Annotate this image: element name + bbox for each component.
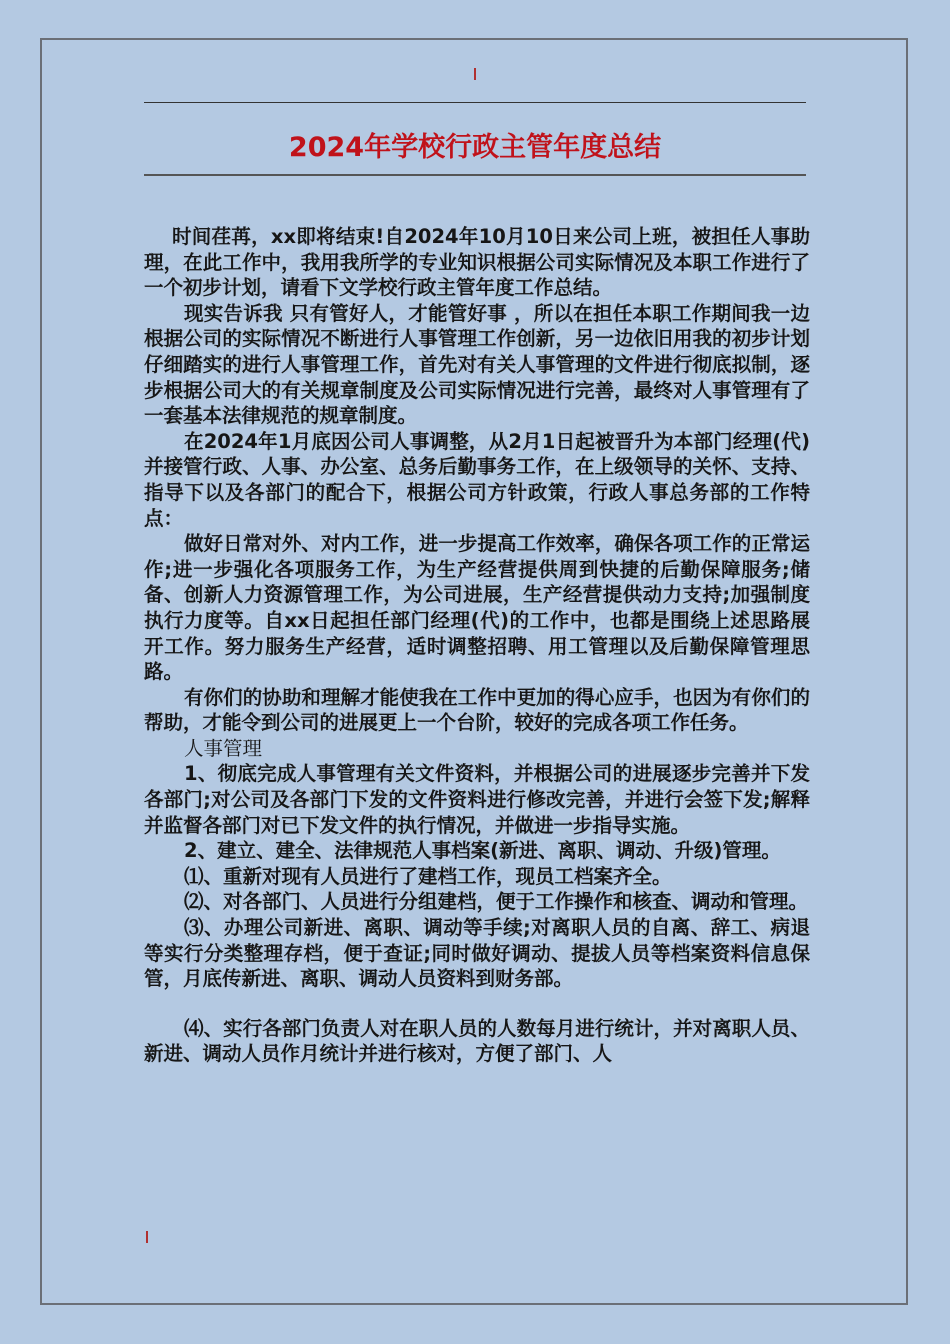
sub-item-4: ⑷、实行各部门负责人对在职人员的人数每月进行统计，并对离职人员、新进、调动人员作月统计并进行核对，方便了部门、人 [144,1016,810,1066]
list-item-2: 2、建立、建全、法律规范人事档案(新进、离职、调动、升级)管理。 [184,839,781,863]
paragraph-work-focus: 做好日常对外、对内工作，进一步提高工作效率，确保各项工作的正常运作;进一步强化各项服务工作，为生产经营提供周到快捷的后勤保障服务;储备、创新人力资源管理工作，为公司进展，生产经营提供动力支持;加强制度执行力度等。自xx日起担任部门经理(代)的工作中，也都是围绕上述思路展开工作。努力服务生产经营，适时调整招聘、用工管理以及后勤保障管理思路。 [144,532,810,684]
paragraph-intro: 时间荏苒，xx即将结束!自2024年10月10日来公司上班，被担任人事助理，在此工作中，我用我所学的专业知识根据公司实际情况及本职工作进行了一个初步计划，请看下文学校行政主管年度工作总结。 [144,225,810,300]
footer-cursor-mark [146,1231,148,1243]
sub-item-2: ⑵、对各部门、人员进行分组建档，便于工作操作和核查、调动和管理。 [184,890,809,914]
paragraph-promotion: 在2024年1月底因公司人事调整，从2月1日起被晋升为本部门经理(代)并接管行政、人事、办公室、总务后勤事务工作，在上级领导的关怀、支持、指导下以及各部门的配合下，根据公司方针政策，行政人事总务部的工作特点： [144,429,810,530]
title-underline [144,174,806,176]
document-body [144,224,810,1067]
section-heading-hr: 人事管理 [184,736,263,760]
list-item-1: 1、彻底完成人事管理有关文件资料，并根据公司的进展逐步完善并下发各部门;对公司及各部门下发的文件资料进行修改完善，并进行会签下发;解释并监督各部门对已下发文件的执行情况，并做进一步指导实施。 [144,762,810,837]
sub-item-3: ⑶、办理公司新进、离职、调动等手续;对离职人员的自离、辞工、病退等实行分类整理存档，便于查证;同时做好调动、提拔人员等档案资料信息保管，月底传新进、离职、调动人员资料到财务部。 [144,916,810,991]
header-cursor-mark [474,68,476,80]
sub-item-1: ⑴、重新对现有人员进行了建档工作，现员工档案齐全。 [184,864,672,888]
paragraph-thanks: 有你们的协助和理解才能使我在工作中更加的得心应手，也因为有你们的帮助，才能令到公司的进展更上一个台阶，较好的完成各项工作任务。 [144,685,810,735]
document-title: 2024年学校行政主管年度总结 [288,132,662,163]
header-rule [144,102,806,103]
paragraph-management-philosophy: 现实告诉我 只有管好人，才能管好事 ，所以在担任本职工作期间我一边根据公司的实际情况不断进行人事管理工作创新，另一边依旧用我的初步计划仔细踏实的进行人事管理工作，首先对有关人事管理的文件进行彻底拟制，逐步根据公司大的有关规章制度及公司实际情况进行完善，最终对人事管理有了一套基本法律规范的规章制度。 [144,301,810,428]
